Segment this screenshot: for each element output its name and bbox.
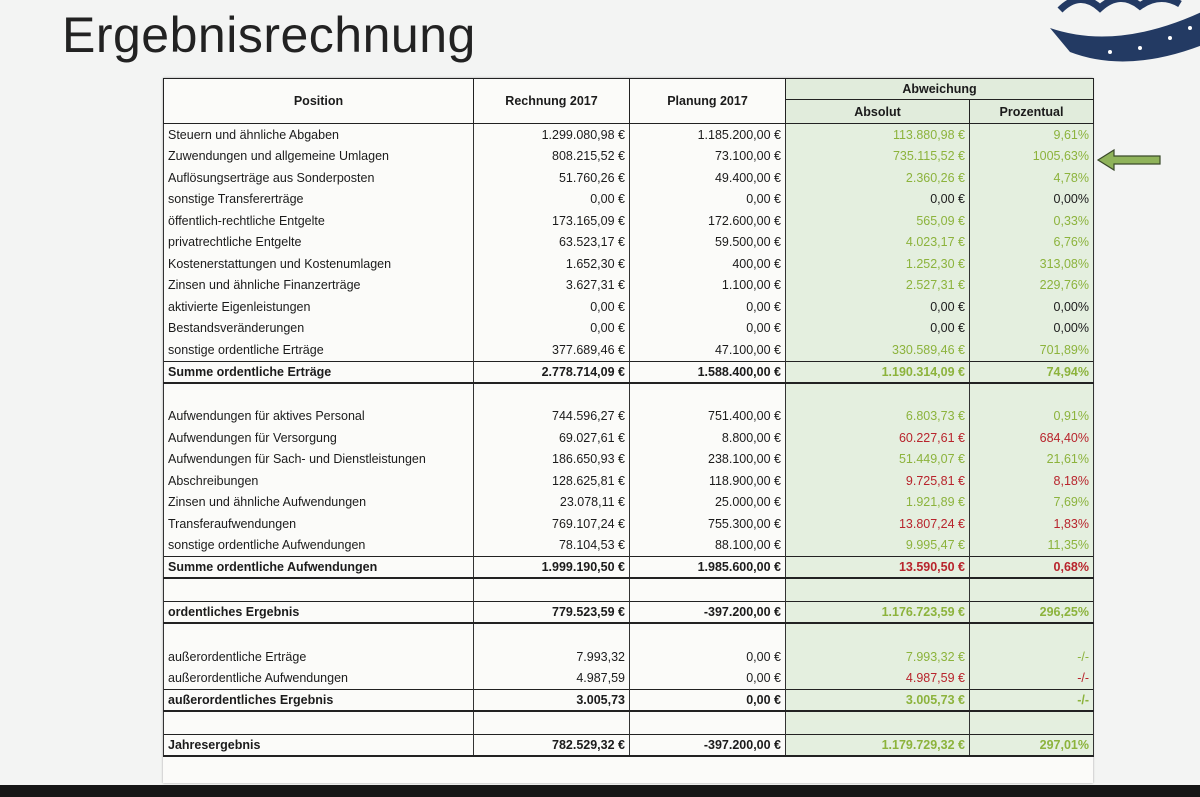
rechnung-cell: 377.689,46 € — [474, 339, 630, 361]
position-cell: außerordentliche Aufwendungen — [164, 668, 474, 690]
planung-cell: -397.200,00 € — [630, 735, 786, 757]
position-cell: außerordentliches Ergebnis — [164, 690, 474, 712]
absolut-cell: 0,00 € — [786, 189, 970, 211]
absolut-cell: 330.589,46 € — [786, 339, 970, 361]
prozent-cell: 701,89% — [970, 339, 1094, 361]
prozent-cell: 1,83% — [970, 513, 1094, 535]
table-row — [164, 296, 1094, 318]
planung-cell: 755.300,00 € — [630, 513, 786, 535]
planung-cell: 1.985.600,00 € — [630, 557, 786, 579]
prozent-cell: 8,18% — [970, 470, 1094, 492]
rechnung-cell: 808.215,52 € — [474, 146, 630, 168]
planung-cell: -397.200,00 € — [630, 602, 786, 624]
position-cell: privatrechtliche Entgelte — [164, 232, 474, 254]
prozent-cell: 21,61% — [970, 449, 1094, 471]
header-abweichung: Abweichung — [786, 79, 1094, 100]
table-row — [164, 406, 1094, 428]
absolut-cell: 0,00 € — [786, 318, 970, 340]
position-cell: aktivierte Eigenleistungen — [164, 296, 474, 318]
rechnung-cell: 2.778.714,09 € — [474, 361, 630, 383]
table-row — [164, 449, 1094, 471]
table-row — [164, 146, 1094, 168]
position-cell: Bestandsveränderungen — [164, 318, 474, 340]
spacer-row — [164, 711, 1094, 735]
prozent-cell: 297,01% — [970, 735, 1094, 757]
table-row — [164, 339, 1094, 361]
table-row — [164, 535, 1094, 557]
absolut-cell: 735.115,52 € — [786, 146, 970, 168]
absolut-cell: 4.023,17 € — [786, 232, 970, 254]
planung-cell: 118.900,00 € — [630, 470, 786, 492]
prozent-cell: 4,78% — [970, 167, 1094, 189]
table-row — [164, 668, 1094, 690]
position-cell: außerordentliche Erträge — [164, 646, 474, 668]
rechnung-cell: 744.596,27 € — [474, 406, 630, 428]
planung-cell: 1.185.200,00 € — [630, 124, 786, 146]
result-table-sheet — [163, 78, 1093, 783]
absolut-cell: 1.252,30 € — [786, 253, 970, 275]
position-cell: Aufwendungen für aktives Personal — [164, 406, 474, 428]
ausserordentliches-ergebnis-row — [164, 690, 1094, 712]
planung-cell: 0,00 € — [630, 668, 786, 690]
planung-cell: 1.100,00 € — [630, 275, 786, 297]
absolut-cell: 2.360,26 € — [786, 167, 970, 189]
header-rechnung: Rechnung 2017 — [474, 79, 630, 124]
planung-cell: 73.100,00 € — [630, 146, 786, 168]
spacer-row — [164, 383, 1094, 406]
position-cell: Zinsen und ähnliche Finanzerträge — [164, 275, 474, 297]
table-row — [164, 232, 1094, 254]
ordentliches-ergebnis-row — [164, 602, 1094, 624]
absolut-cell: 565,09 € — [786, 210, 970, 232]
rechnung-cell: 23.078,11 € — [474, 492, 630, 514]
position-cell: Abschreibungen — [164, 470, 474, 492]
rechnung-cell: 769.107,24 € — [474, 513, 630, 535]
rechnung-cell: 1.652,30 € — [474, 253, 630, 275]
brand-logo — [1040, 0, 1200, 90]
rechnung-cell: 1.299.080,98 € — [474, 124, 630, 146]
rechnung-cell: 3.627,31 € — [474, 275, 630, 297]
header-absolut: Absolut — [786, 100, 970, 124]
absolut-cell: 0,00 € — [786, 296, 970, 318]
table-row — [164, 427, 1094, 449]
prozent-cell: 313,08% — [970, 253, 1094, 275]
planung-cell: 0,00 € — [630, 646, 786, 668]
table-row — [164, 189, 1094, 211]
position-cell: Zuwendungen und allgemeine Umlagen — [164, 146, 474, 168]
prozent-cell: 6,76% — [970, 232, 1094, 254]
planung-cell: 49.400,00 € — [630, 167, 786, 189]
spacer-row — [164, 623, 1094, 646]
table-row — [164, 646, 1094, 668]
rechnung-cell: 7.993,32 — [474, 646, 630, 668]
header-position: Position — [164, 79, 474, 124]
page-title: Ergebnisrechnung — [62, 7, 476, 63]
position-cell: sonstige ordentliche Aufwendungen — [164, 535, 474, 557]
planung-cell: 751.400,00 € — [630, 406, 786, 428]
rechnung-cell: 186.650,93 € — [474, 449, 630, 471]
table-row — [164, 318, 1094, 340]
table-body — [164, 124, 1094, 757]
table-row — [164, 253, 1094, 275]
planung-cell: 88.100,00 € — [630, 535, 786, 557]
prozent-cell: 0,00% — [970, 189, 1094, 211]
rechnung-cell: 69.027,61 € — [474, 427, 630, 449]
planung-cell: 0,00 € — [630, 318, 786, 340]
prozent-cell: 0,33% — [970, 210, 1094, 232]
planung-cell: 0,00 € — [630, 296, 786, 318]
planung-cell: 47.100,00 € — [630, 339, 786, 361]
prozent-cell: 11,35% — [970, 535, 1094, 557]
position-cell: Auflösungserträge aus Sonderposten — [164, 167, 474, 189]
position-cell: Zinsen und ähnliche Aufwendungen — [164, 492, 474, 514]
jahresergebnis-row — [164, 735, 1094, 757]
position-cell: sonstige Transfererträge — [164, 189, 474, 211]
planung-cell: 0,00 € — [630, 690, 786, 712]
absolut-cell: 113.880,98 € — [786, 124, 970, 146]
prozent-cell: 296,25% — [970, 602, 1094, 624]
rechnung-cell: 128.625,81 € — [474, 470, 630, 492]
position-cell: ordentliches Ergebnis — [164, 602, 474, 624]
absolut-cell: 13.807,24 € — [786, 513, 970, 535]
table-row — [164, 167, 1094, 189]
planung-cell: 25.000,00 € — [630, 492, 786, 514]
absolut-cell: 1.190.314,09 € — [786, 361, 970, 383]
prozent-cell: -/- — [970, 668, 1094, 690]
absolut-cell: 1.179.729,32 € — [786, 735, 970, 757]
prozent-cell: 0,00% — [970, 296, 1094, 318]
absolut-cell: 4.987,59 € — [786, 668, 970, 690]
prozent-cell: 7,69% — [970, 492, 1094, 514]
absolut-cell: 6.803,73 € — [786, 406, 970, 428]
position-cell: Jahresergebnis — [164, 735, 474, 757]
screen-bottom-edge — [0, 785, 1200, 797]
prozent-cell: 0,68% — [970, 557, 1094, 579]
planung-cell: 0,00 € — [630, 189, 786, 211]
spacer-row — [164, 578, 1094, 602]
position-cell: Aufwendungen für Sach- und Dienstleistungen — [164, 449, 474, 471]
prozent-cell: 1005,63% — [970, 146, 1094, 168]
table-row — [164, 470, 1094, 492]
rechnung-cell: 78.104,53 € — [474, 535, 630, 557]
rechnung-cell: 779.523,59 € — [474, 602, 630, 624]
rechnung-cell: 0,00 € — [474, 189, 630, 211]
planung-cell: 59.500,00 € — [630, 232, 786, 254]
position-cell: Summe ordentliche Aufwendungen — [164, 557, 474, 579]
rechnung-cell: 1.999.190,50 € — [474, 557, 630, 579]
rechnung-cell: 4.987,59 — [474, 668, 630, 690]
rechnung-cell: 51.760,26 € — [474, 167, 630, 189]
absolut-cell: 51.449,07 € — [786, 449, 970, 471]
rechnung-cell: 173.165,09 € — [474, 210, 630, 232]
planung-cell: 8.800,00 € — [630, 427, 786, 449]
table-row — [164, 492, 1094, 514]
rechnung-cell: 3.005,73 — [474, 690, 630, 712]
table-row — [164, 513, 1094, 535]
header-prozentual: Prozentual — [970, 100, 1094, 124]
absolut-cell: 9.995,47 € — [786, 535, 970, 557]
rechnung-cell: 0,00 € — [474, 318, 630, 340]
planung-cell: 400,00 € — [630, 253, 786, 275]
sum-row-ertraege — [164, 361, 1094, 383]
header-planung: Planung 2017 — [630, 79, 786, 124]
prozent-cell: 0,91% — [970, 406, 1094, 428]
position-cell: sonstige ordentliche Erträge — [164, 339, 474, 361]
table-row — [164, 275, 1094, 297]
sum-row-aufwendungen — [164, 557, 1094, 579]
table-row — [164, 124, 1094, 146]
rechnung-cell: 0,00 € — [474, 296, 630, 318]
absolut-cell: 13.590,50 € — [786, 557, 970, 579]
absolut-cell: 1.921,89 € — [786, 492, 970, 514]
rechnung-cell: 782.529,32 € — [474, 735, 630, 757]
prozent-cell: 684,40% — [970, 427, 1094, 449]
absolut-cell: 9.725,81 € — [786, 470, 970, 492]
planung-cell: 1.588.400,00 € — [630, 361, 786, 383]
position-cell: Transferaufwendungen — [164, 513, 474, 535]
prozent-cell: 0,00% — [970, 318, 1094, 340]
result-table — [163, 78, 1094, 757]
prozent-cell: 229,76% — [970, 275, 1094, 297]
rechnung-cell: 63.523,17 € — [474, 232, 630, 254]
prozent-cell: 74,94% — [970, 361, 1094, 383]
planung-cell: 238.100,00 € — [630, 449, 786, 471]
position-cell: Steuern und ähnliche Abgaben — [164, 124, 474, 146]
table-row — [164, 210, 1094, 232]
position-cell: Aufwendungen für Versorgung — [164, 427, 474, 449]
absolut-cell: 7.993,32 € — [786, 646, 970, 668]
arrow-left-icon — [1096, 148, 1162, 172]
position-cell: öffentlich-rechtliche Entgelte — [164, 210, 474, 232]
absolut-cell: 1.176.723,59 € — [786, 602, 970, 624]
absolut-cell: 60.227,61 € — [786, 427, 970, 449]
position-cell: Kostenerstattungen und Kostenumlagen — [164, 253, 474, 275]
absolut-cell: 3.005,73 € — [786, 690, 970, 712]
planung-cell: 172.600,00 € — [630, 210, 786, 232]
prozent-cell: 9,61% — [970, 124, 1094, 146]
prozent-cell: -/- — [970, 646, 1094, 668]
position-cell: Summe ordentliche Erträge — [164, 361, 474, 383]
absolut-cell: 2.527,31 € — [786, 275, 970, 297]
prozent-cell: -/- — [970, 690, 1094, 712]
